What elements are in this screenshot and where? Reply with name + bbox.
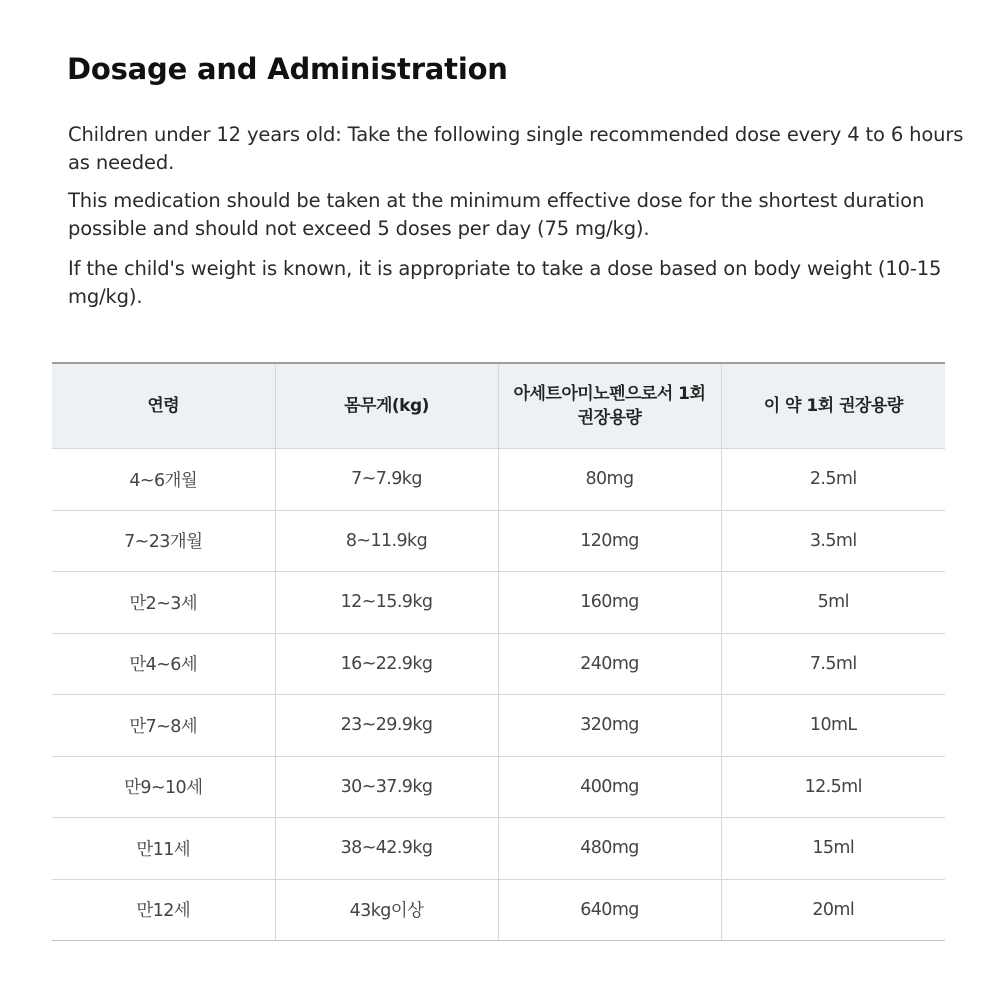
table-row bbox=[52, 510, 945, 572]
acetaminophen-dose-cell: 480mg bbox=[498, 818, 721, 880]
dosage-table-body bbox=[52, 449, 945, 941]
product-dose-cell: 5ml bbox=[721, 572, 945, 634]
weight-cell: 43kg이상 bbox=[275, 879, 498, 941]
weight-cell: 7~7.9kg bbox=[275, 449, 498, 511]
table-row bbox=[52, 633, 945, 695]
maximum-dose-paragraph: This medication should be taken at the minimum effective dose for the shortest duration possible and should not exceed 5 doses per day (75 mg/kg). bbox=[68, 189, 925, 240]
acetaminophen-dose-cell: 80mg bbox=[498, 449, 721, 511]
weight-cell: 30~37.9kg bbox=[275, 756, 498, 818]
header-weight: 몸무게(kg) bbox=[275, 363, 498, 449]
age-cell: 만2~3세 bbox=[52, 572, 275, 634]
product-dose-cell: 10mL bbox=[721, 695, 945, 757]
table-row bbox=[52, 756, 945, 818]
product-dose-cell: 2.5ml bbox=[721, 449, 945, 511]
product-dose-cell: 7.5ml bbox=[721, 633, 945, 695]
acetaminophen-dose-cell: 640mg bbox=[498, 879, 721, 941]
product-dose-cell: 15ml bbox=[721, 818, 945, 880]
product-dose-cell: 3.5ml bbox=[721, 510, 945, 572]
dosage-table bbox=[52, 362, 945, 941]
weight-cell: 12~15.9kg bbox=[275, 572, 498, 634]
acetaminophen-dose-cell: 400mg bbox=[498, 756, 721, 818]
table-row bbox=[52, 572, 945, 634]
table-row bbox=[52, 879, 945, 941]
age-cell: 만12세 bbox=[52, 879, 275, 941]
weight-cell: 16~22.9kg bbox=[275, 633, 498, 695]
acetaminophen-dose-cell: 320mg bbox=[498, 695, 721, 757]
product-dose-cell: 20ml bbox=[721, 879, 945, 941]
age-cell: 4~6개월 bbox=[52, 449, 275, 511]
weight-cell: 23~29.9kg bbox=[275, 695, 498, 757]
acetaminophen-dose-cell: 120mg bbox=[498, 510, 721, 572]
table-row bbox=[52, 695, 945, 757]
acetaminophen-dose-cell: 160mg bbox=[498, 572, 721, 634]
acetaminophen-dose-cell: 240mg bbox=[498, 633, 721, 695]
page-title: Dosage and Administration bbox=[67, 52, 508, 86]
age-cell: 7~23개월 bbox=[52, 510, 275, 572]
table-row bbox=[52, 449, 945, 511]
weight-cell: 38~42.9kg bbox=[275, 818, 498, 880]
header-product-dose: 이 약 1회 권장용량 bbox=[721, 363, 945, 449]
weight-cell: 8~11.9kg bbox=[275, 510, 498, 572]
header-row bbox=[52, 363, 945, 449]
age-cell: 만11세 bbox=[52, 818, 275, 880]
product-dose-cell: 12.5ml bbox=[721, 756, 945, 818]
age-cell: 만9~10세 bbox=[52, 756, 275, 818]
weight-based-dose-paragraph: If the child's weight is known, it is appropriate to take a dose based on body weight (10-15 mg/kg). bbox=[68, 257, 942, 308]
dosing-frequency-paragraph: Children under 12 years old: Take the following single recommended dose every 4 to 6 hours as needed. bbox=[68, 123, 964, 174]
header-acetaminophen-dose: 아세트아미노펜으로서 1회 권장용량 bbox=[498, 363, 721, 449]
age-cell: 만7~8세 bbox=[52, 695, 275, 757]
age-cell: 만4~6세 bbox=[52, 633, 275, 695]
dosage-table-header bbox=[52, 363, 945, 449]
table-row bbox=[52, 818, 945, 880]
header-age: 연령 bbox=[52, 363, 275, 449]
